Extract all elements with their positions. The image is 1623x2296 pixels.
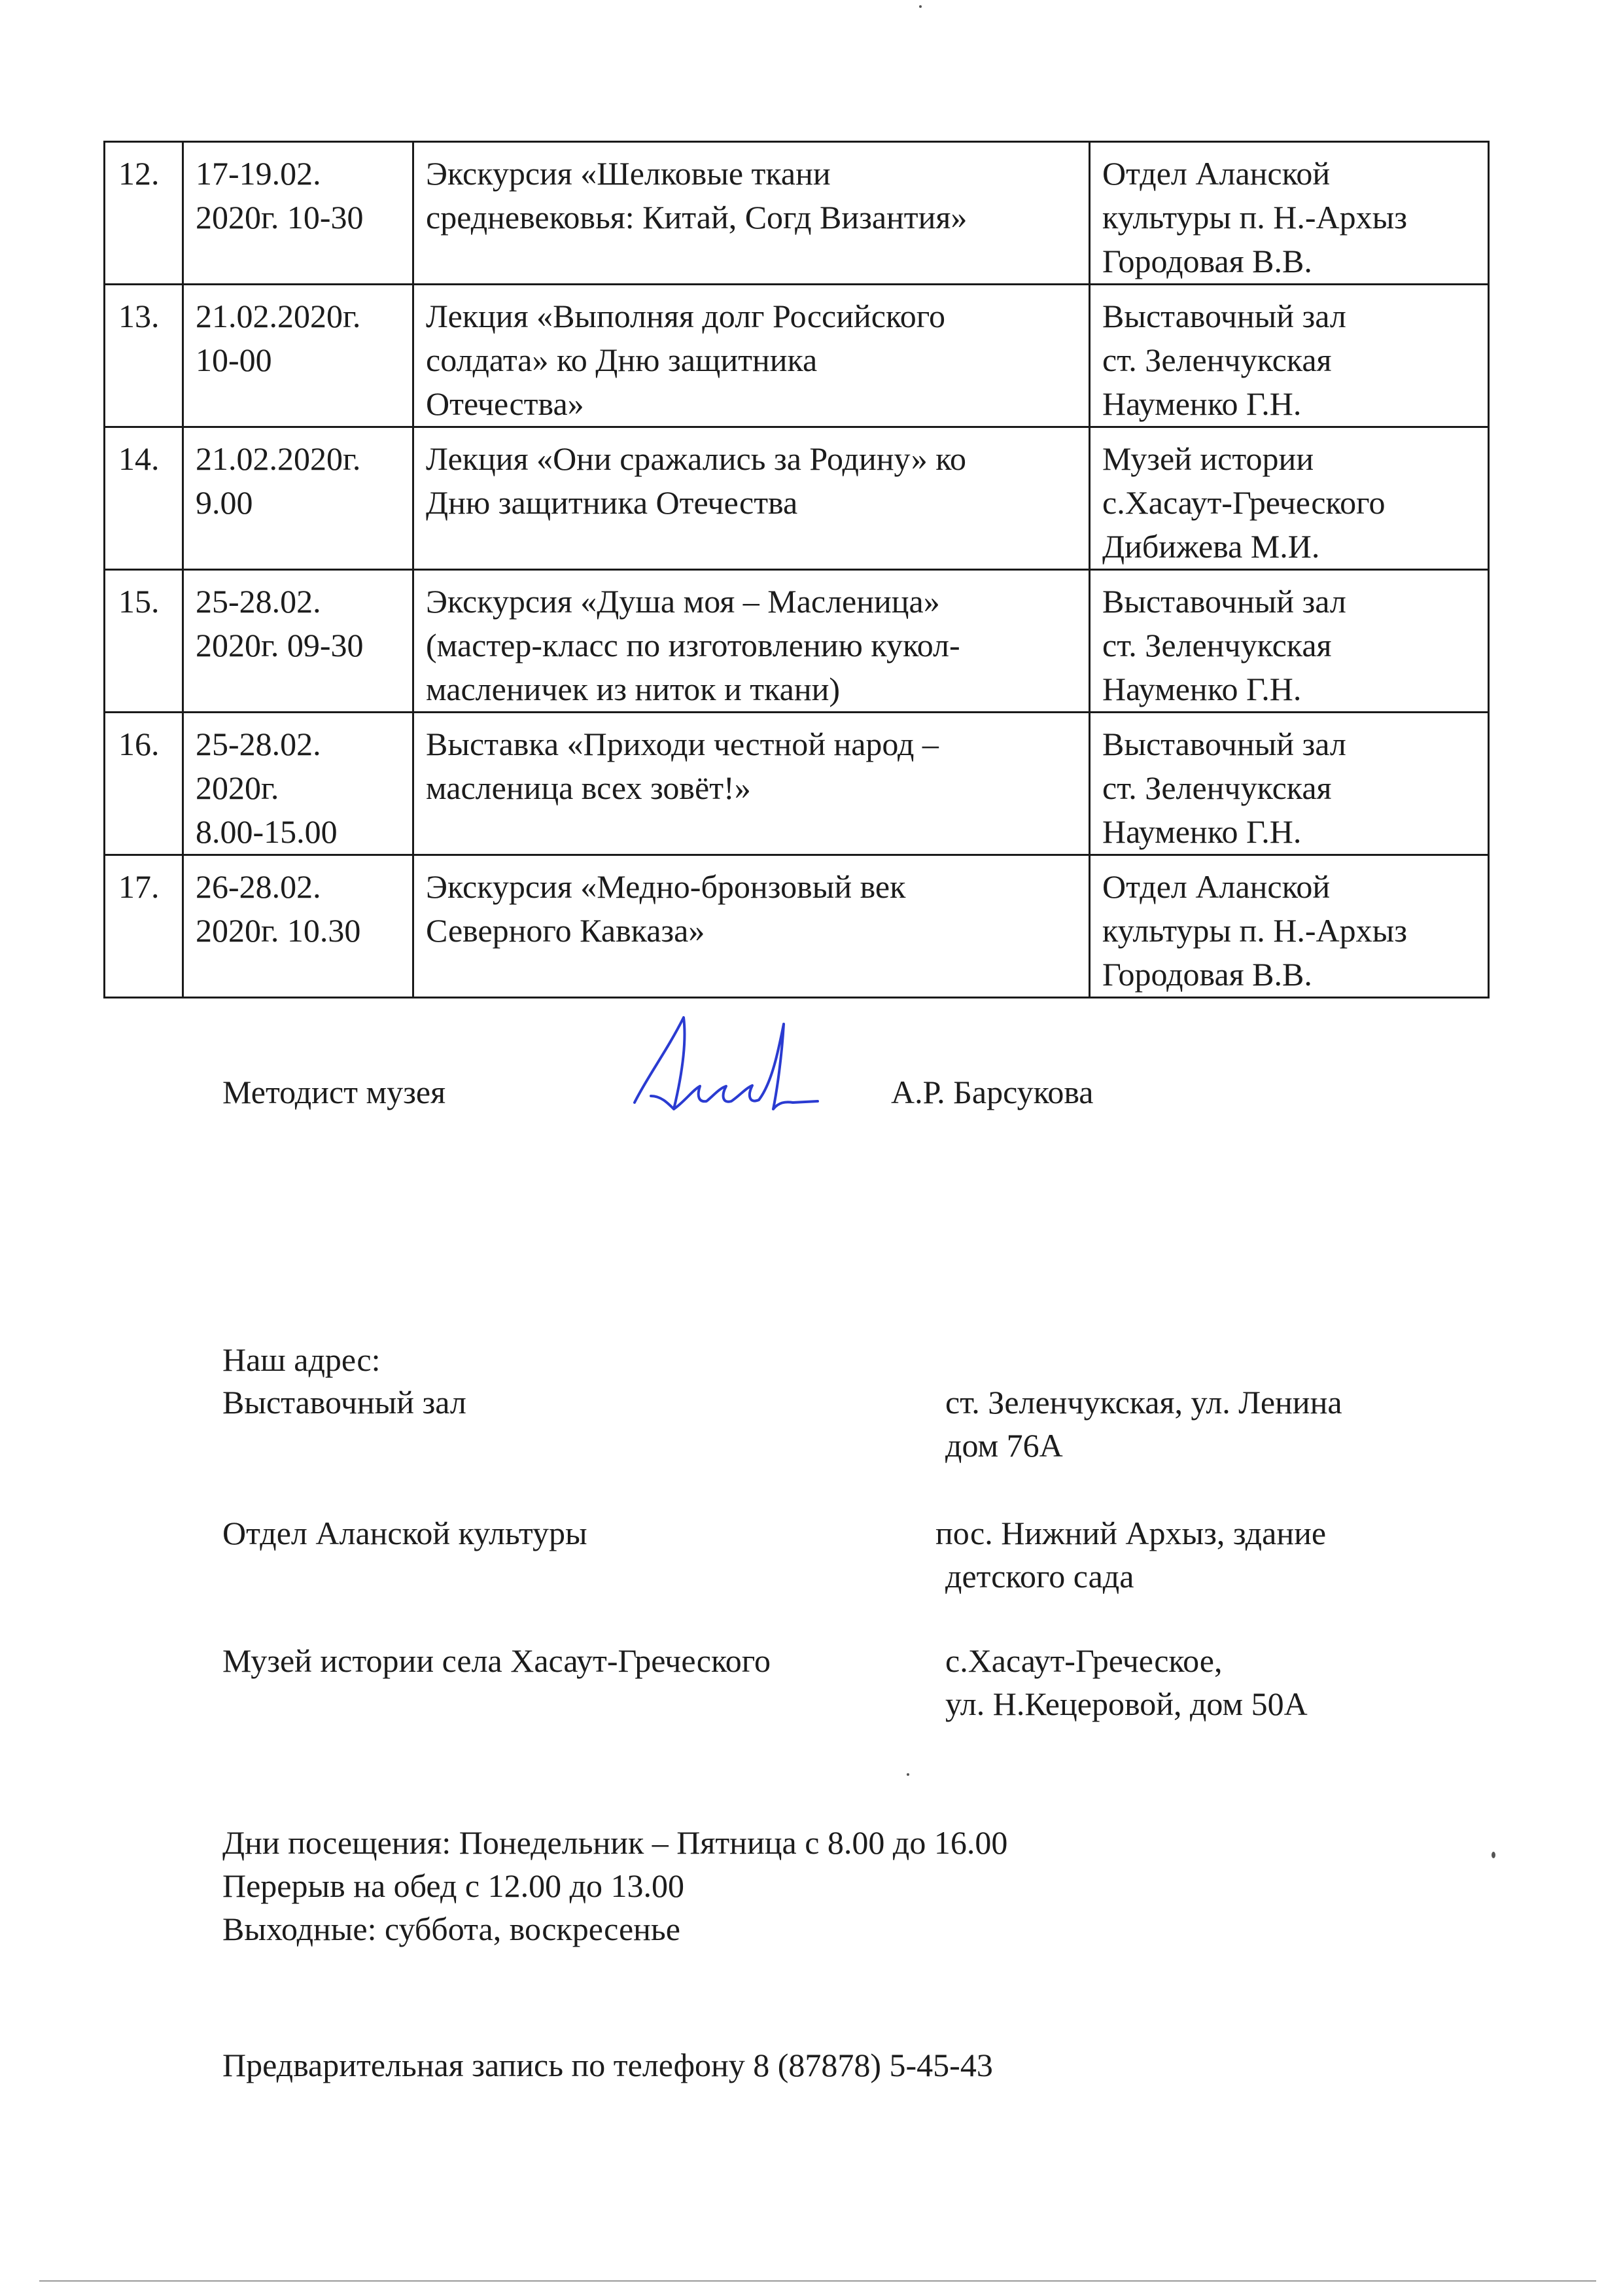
row-number-cell: 16.	[105, 713, 183, 855]
date-cell-line: 2020г. 09-30	[196, 627, 364, 663]
date-cell-line: 2020г.	[196, 769, 279, 806]
address-line: дом 76А	[945, 1427, 1063, 1464]
table-row	[105, 285, 1489, 427]
row-number-cell: 12.	[105, 142, 183, 285]
event-cell	[413, 427, 1090, 570]
event-cell-line: Лекция «Они сражались за Родину» ко	[426, 440, 966, 477]
event-cell	[413, 713, 1090, 855]
address-line: пос. Нижний Архыз, здание	[935, 1515, 1327, 1551]
address-name: Музей истории села Хасаут-Греческого	[222, 1642, 771, 1679]
date-cell-line: 21.02.2020г.	[196, 440, 361, 477]
event-cell-line: Отечества»	[426, 385, 584, 422]
address-line: ул. Н.Кецеровой, дом 50А	[945, 1686, 1308, 1722]
table-row	[105, 142, 1489, 285]
date-cell	[183, 142, 413, 285]
row-number-cell: 15.	[105, 570, 183, 713]
place-cell-line: ст. Зеленчукская	[1102, 627, 1332, 663]
event-cell-line: солдата» ко Дню защитника	[426, 342, 818, 378]
scan-edge-line	[39, 2280, 1596, 2282]
date-cell	[183, 855, 413, 998]
place-cell-line: Отдел Аланской	[1102, 868, 1331, 905]
date-cell-line: 2020г. 10.30	[196, 912, 361, 949]
days-off: Выходные: суббота, воскресенье	[222, 1911, 680, 1947]
date-cell-line: 2020г. 10-30	[196, 199, 364, 236]
event-cell-line: масленичек из ниток и ткани)	[426, 671, 840, 707]
place-cell-line: культуры п. Н.-Архыз	[1102, 912, 1407, 949]
address-line: ст. Зеленчукская, ул. Ленина	[945, 1384, 1342, 1421]
date-cell	[183, 713, 413, 855]
event-cell	[413, 570, 1090, 713]
event-cell-line: Выставка «Приходи честной народ –	[426, 726, 939, 762]
place-cell-line: Городовая В.В.	[1102, 956, 1312, 993]
table-row	[105, 713, 1489, 855]
date-cell-line: 10-00	[196, 342, 272, 378]
table-row	[105, 855, 1489, 998]
place-cell	[1090, 855, 1489, 998]
address-name: Отдел Аланской культуры	[222, 1515, 587, 1551]
event-cell-line: Экскурсия «Душа моя – Масленица»	[426, 583, 940, 620]
event-cell-line: Экскурсия «Шелковые ткани	[426, 155, 831, 192]
place-cell-line: Выставочный зал	[1102, 298, 1346, 334]
booking-phone: Предварительная запись по телефону 8 (87878) 5-45-43	[222, 2047, 993, 2083]
place-cell-line: Городовая В.В.	[1102, 243, 1312, 279]
date-cell-line: 9.00	[196, 484, 253, 521]
table-row	[105, 570, 1489, 713]
place-cell-line: ст. Зеленчукская	[1102, 769, 1332, 806]
event-cell	[413, 855, 1090, 998]
events-table	[103, 141, 1490, 998]
place-cell	[1090, 142, 1489, 285]
signer-title: Методист музея	[222, 1074, 446, 1110]
visiting-days: Дни посещения: Понедельник – Пятница с 8.00 до 16.00	[222, 1824, 1008, 1861]
row-number-cell: 14.	[105, 427, 183, 570]
scan-speck	[907, 1773, 909, 1776]
place-cell-line: Науменко Г.Н.	[1102, 813, 1302, 850]
event-cell	[413, 142, 1090, 285]
address-line: детского сада	[945, 1558, 1134, 1595]
event-cell	[413, 285, 1090, 427]
place-cell-line: культуры п. Н.-Архыз	[1102, 199, 1407, 236]
event-cell-line: (мастер-класс по изготовлению кукол-	[426, 627, 960, 663]
place-cell-line: Выставочный зал	[1102, 583, 1346, 620]
row-number-cell: 17.	[105, 855, 183, 998]
event-cell-line: Северного Кавказа»	[426, 912, 705, 949]
date-cell	[183, 570, 413, 713]
date-cell-line: 8.00-15.00	[196, 813, 338, 850]
address-line: с.Хасаут-Греческое,	[945, 1642, 1223, 1679]
date-cell-line: 17-19.02.	[196, 155, 321, 192]
scan-speck	[919, 5, 922, 8]
signer-name: А.Р. Барсукова	[891, 1074, 1094, 1110]
place-cell	[1090, 713, 1489, 855]
scan-speck	[1492, 1852, 1495, 1858]
place-cell-line: Выставочный зал	[1102, 726, 1346, 762]
event-cell-line: масленица всех зовёт!»	[426, 769, 751, 806]
date-cell-line: 26-28.02.	[196, 868, 321, 905]
place-cell-line: Дибижева М.И.	[1102, 528, 1320, 565]
event-cell-line: средневековья: Китай, Согд Византия»	[426, 199, 968, 236]
date-cell-line: 21.02.2020г.	[196, 298, 361, 334]
address-name: Выставочный зал	[222, 1384, 466, 1421]
lunch-break: Перерыв на обед с 12.00 до 13.00	[222, 1867, 685, 1904]
table-row	[105, 427, 1489, 570]
place-cell-line: ст. Зеленчукская	[1102, 342, 1332, 378]
date-cell	[183, 427, 413, 570]
place-cell	[1090, 570, 1489, 713]
events-table-body	[105, 142, 1489, 998]
place-cell	[1090, 427, 1489, 570]
place-cell-line: Науменко Г.Н.	[1102, 671, 1302, 707]
date-cell-line: 25-28.02.	[196, 726, 321, 762]
place-cell-line: Отдел Аланской	[1102, 155, 1331, 192]
event-cell-line: Дню защитника Отечества	[426, 484, 798, 521]
date-cell-line: 25-28.02.	[196, 583, 321, 620]
place-cell-line: Музей истории	[1102, 440, 1314, 477]
event-cell-line: Лекция «Выполняя долг Российского	[426, 298, 945, 334]
place-cell	[1090, 285, 1489, 427]
event-cell-line: Экскурсия «Медно-бронзовый век	[426, 868, 906, 905]
place-cell-line: Науменко Г.Н.	[1102, 385, 1302, 422]
address-heading: Наш адрес:	[222, 1341, 381, 1378]
place-cell-line: с.Хасаут-Греческого	[1102, 484, 1386, 521]
row-number-cell: 13.	[105, 285, 183, 427]
date-cell	[183, 285, 413, 427]
handwritten-signature	[621, 1004, 831, 1142]
